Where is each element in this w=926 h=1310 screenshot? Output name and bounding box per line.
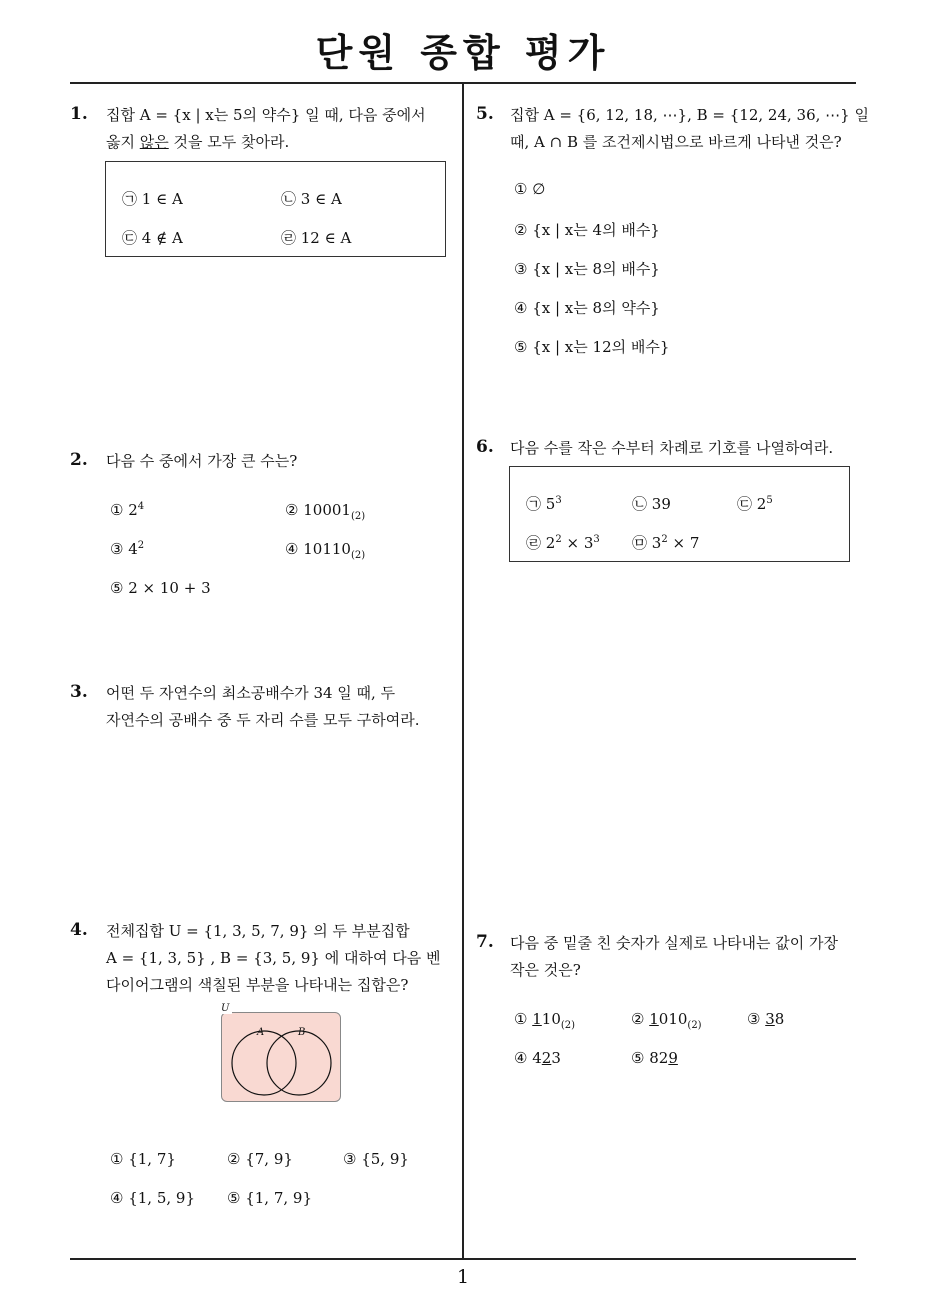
question-text-line: 자연수의 공배수 중 두 자리 수를 모두 구하여라.	[106, 711, 420, 729]
question-text-line: 다이어그램의 색칠된 부분을 나타내는 집합은?	[106, 976, 409, 994]
question-text-line: 다음 중 밑줄 친 숫자가 실제로 나타내는 값이 가장	[510, 934, 838, 952]
option-1[interactable]: ① {1, 7}	[110, 1150, 176, 1168]
option-2[interactable]: ② $10001_{(2)}$	[285, 501, 366, 522]
universe-label: U	[218, 1003, 232, 1014]
question-text: 다음 수 중에서 가장 큰 수는?	[106, 452, 298, 470]
set-a-label: A	[257, 1027, 265, 1038]
option-1[interactable]: ① ∅	[514, 180, 546, 198]
set-b-label: B	[298, 1027, 306, 1038]
option-2[interactable]: ② {7, 9}	[227, 1150, 293, 1168]
question-text-line: 집합 A = {x | x는 5의 약수} 일 때, 다음 중에서	[106, 106, 426, 124]
question-text-line: 어떤 두 자연수의 최소공배수가 34 일 때, 두	[106, 684, 396, 702]
page-title: 단원 종합 평가	[315, 31, 611, 75]
option-5[interactable]: ⑤ 829	[631, 1049, 678, 1067]
choices-box	[509, 466, 850, 562]
option-1[interactable]: ① $2^4$	[110, 501, 145, 519]
choice-item[interactable]: ㉤ $3^2 \times 7$	[632, 534, 700, 552]
option-5[interactable]: ⑤ {x | x는 12의 배수}	[514, 338, 670, 356]
question-text-line: 집합 A = {6, 12, 18, ⋯}, B = {12, 24, 36, ⋯} 일	[510, 106, 869, 124]
question-number: 2.	[70, 450, 88, 470]
question-number: 1.	[70, 104, 88, 124]
choice-item[interactable]: ㉠ 1 ∈ A	[122, 190, 183, 208]
venn-diagram	[221, 1003, 341, 1102]
option-3[interactable]: ③ {x | x는 8의 배수}	[514, 260, 660, 278]
choice-item[interactable]: ㉡ 39	[632, 495, 671, 513]
choice-item[interactable]: ㉠ $5^3$	[526, 495, 562, 513]
column-divider	[462, 83, 464, 1258]
question-number: 6.	[476, 437, 494, 457]
question-text-line: 옳지 않은 것을 모두 찾아라.	[106, 133, 290, 151]
choice-item[interactable]: ㉣ 12 ∈ A	[281, 229, 352, 247]
question-text-line: 전체집합 U = {1, 3, 5, 7, 9} 의 두 부분집합	[106, 922, 410, 940]
choice-item[interactable]: ㉡ 3 ∈ A	[281, 190, 342, 208]
option-4[interactable]: ④ {1, 5, 9}	[110, 1189, 196, 1207]
option-3[interactable]: ③ 38	[747, 1010, 785, 1028]
option-4[interactable]: ④ 423	[514, 1049, 561, 1067]
question-number: 5.	[476, 104, 494, 124]
option-3[interactable]: ③ {5, 9}	[343, 1150, 409, 1168]
option-5[interactable]: ⑤ 2 × 10 + 3	[110, 579, 211, 597]
question-text: 다음 수를 작은 수부터 차례로 기호를 나열하여라.	[510, 439, 834, 457]
bottom-rule	[70, 1258, 856, 1260]
page-number: 1	[456, 1266, 470, 1288]
option-4[interactable]: ④ {x | x는 8의 약수}	[514, 299, 660, 317]
choice-item[interactable]: ㉢ $2^5$	[737, 495, 773, 513]
question-number: 3.	[70, 682, 88, 702]
choice-item[interactable]: ㉢ 4 ∉ A	[122, 229, 183, 247]
question-text-line: 작은 것은?	[510, 961, 581, 979]
option-5[interactable]: ⑤ {1, 7, 9}	[227, 1189, 313, 1207]
question-number: 7.	[476, 932, 494, 952]
choice-item[interactable]: ㉣ $2^2 \times 3^3$	[526, 534, 600, 552]
option-2[interactable]: ② {x | x는 4의 배수}	[514, 221, 660, 239]
option-3[interactable]: ③ $4^2$	[110, 540, 145, 558]
choices-box	[105, 161, 446, 257]
option-2[interactable]: ② $1010_{(2)}$	[631, 1010, 702, 1031]
option-4[interactable]: ④ $10110_{(2)}$	[285, 540, 366, 561]
question-text-line: A = {1, 3, 5} , B = {3, 5, 9} 에 대하여 다음 벤	[106, 949, 441, 967]
option-1[interactable]: ① $110_{(2)}$	[514, 1010, 576, 1031]
question-number: 4.	[70, 920, 88, 940]
question-text-line: 때, A ∩ B 를 조건제시법으로 바르게 나타낸 것은?	[510, 133, 842, 151]
